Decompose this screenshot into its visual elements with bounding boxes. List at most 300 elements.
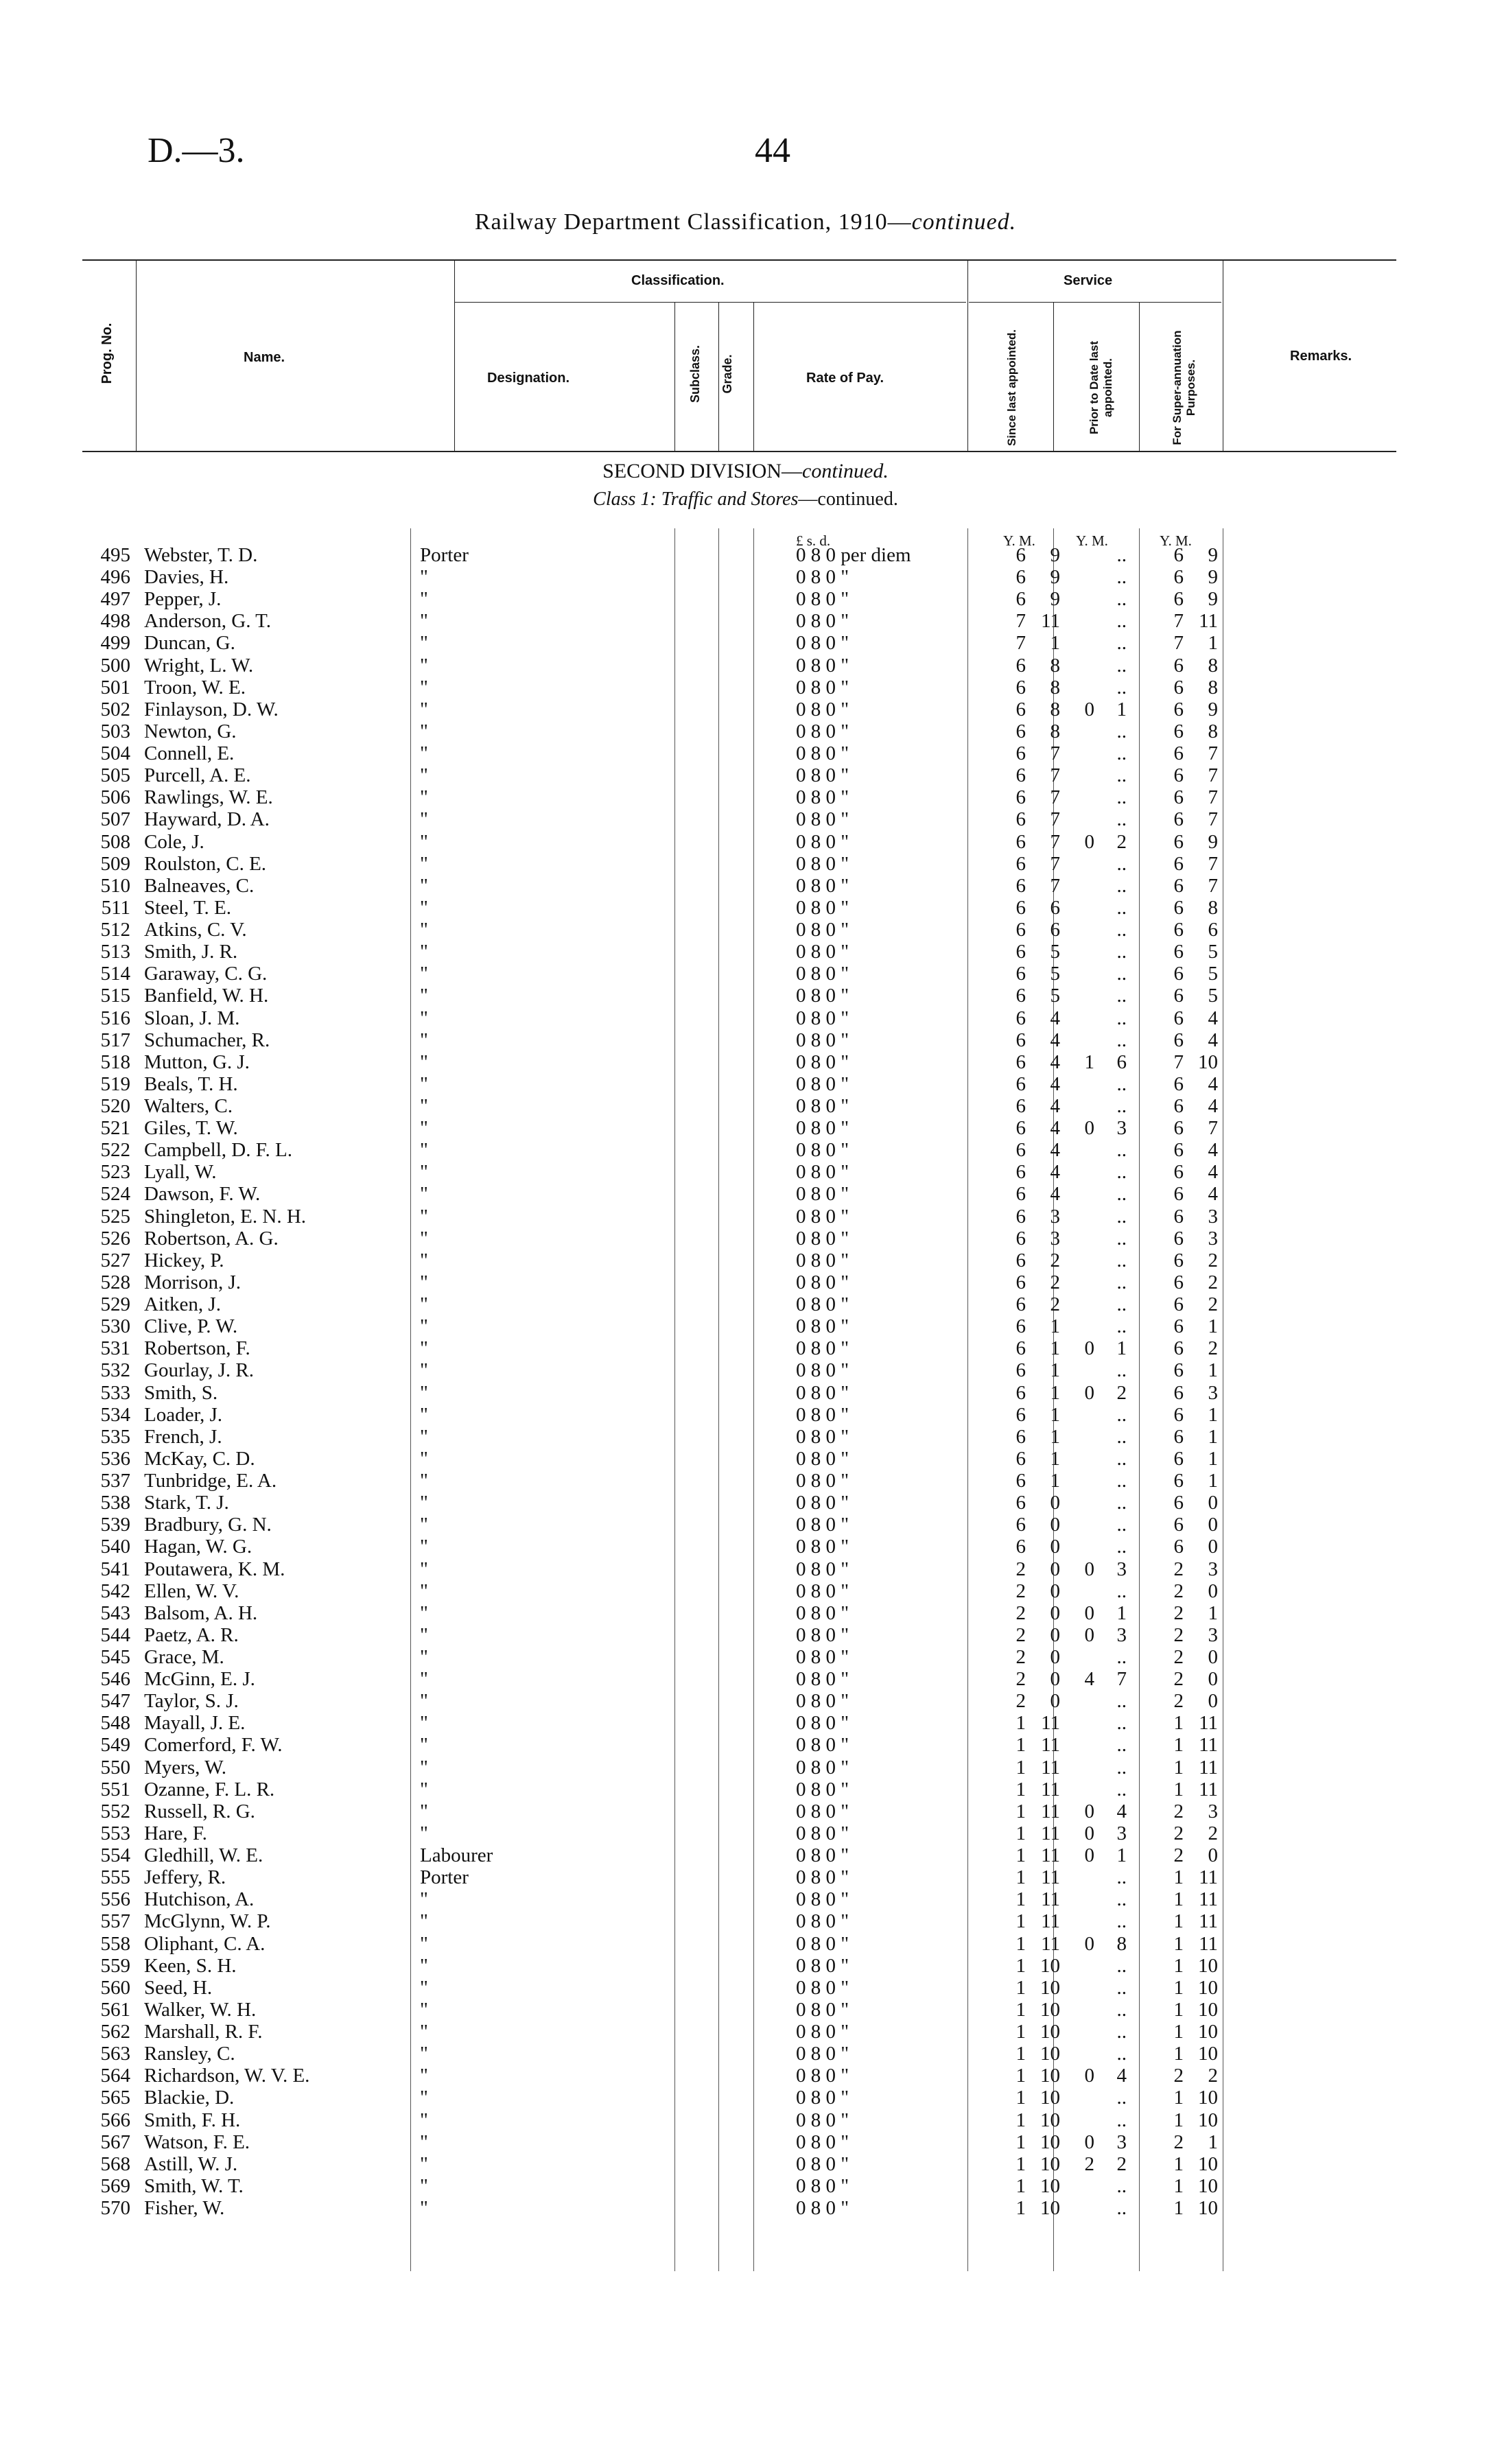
employee-name: Campbell, D. F. L. — [144, 1139, 292, 1162]
rate-of-pay: 0 8 0 " — [796, 1007, 849, 1029]
rate-of-pay: 0 8 0 " — [796, 1601, 849, 1624]
designation: " — [420, 1359, 428, 1382]
super-years: 6 — [1173, 1447, 1184, 1470]
prior-months: .. — [1116, 720, 1127, 742]
since-last-months: 11 — [1041, 1888, 1060, 1911]
prior-months: .. — [1116, 654, 1127, 677]
employee-name: Hutchison, A. — [144, 1888, 255, 1911]
prior-months: .. — [1116, 919, 1127, 941]
pay-unit-label: £ s. d. — [796, 532, 831, 549]
super-years: 1 — [1173, 1954, 1184, 1977]
employee-name: Astill, W. J. — [144, 2152, 238, 2175]
since-last-months: 0 — [1050, 1668, 1060, 1691]
super-years: 6 — [1173, 1139, 1184, 1162]
table-row — [0, 2175, 1491, 2197]
since-last-months: 9 — [1050, 588, 1060, 611]
prog-number: 534 — [100, 1403, 130, 1426]
prog-number: 517 — [100, 1029, 130, 1051]
table-row — [0, 1822, 1491, 1844]
prog-number: 502 — [100, 698, 130, 720]
rate-of-pay: 0 8 0 " — [796, 896, 849, 919]
super-years: 1 — [1173, 2087, 1184, 2109]
super-months: 1 — [1208, 1447, 1218, 1470]
super-months: 11 — [1199, 1756, 1218, 1779]
prog-number: 513 — [100, 941, 130, 963]
prior-years: 0 — [1084, 2131, 1094, 2153]
since-last-years: 2 — [1015, 1646, 1026, 1668]
employee-name: Smith, F. H. — [144, 2109, 241, 2131]
table-row — [0, 1293, 1491, 1315]
employee-name: Paetz, A. R. — [144, 1623, 239, 1646]
since-last-months: 0 — [1050, 1646, 1060, 1668]
super-months: 0 — [1208, 1690, 1218, 1713]
since-last-years: 6 — [1015, 698, 1026, 720]
designation: " — [420, 720, 428, 742]
prior-months: 8 — [1116, 1932, 1127, 1955]
document-code: D.—3. — [148, 131, 245, 170]
super-months: 11 — [1199, 1712, 1218, 1735]
prior-months: .. — [1116, 1007, 1127, 1029]
designation: " — [420, 1403, 428, 1426]
col-div-1 — [136, 259, 137, 451]
super-months: 2 — [1208, 1337, 1218, 1360]
super-months: 4 — [1208, 1072, 1218, 1095]
super-years: 6 — [1173, 1227, 1184, 1249]
designation: " — [420, 1227, 428, 1249]
since-last-years: 6 — [1015, 1161, 1026, 1184]
prog-number: 538 — [100, 1492, 130, 1514]
designation: " — [420, 1712, 428, 1735]
super-years: 6 — [1173, 1095, 1184, 1117]
designation: " — [420, 698, 428, 720]
prog-number: 554 — [100, 1844, 130, 1867]
super-years: 6 — [1173, 786, 1184, 809]
designation: " — [420, 1623, 428, 1646]
since-last-years: 1 — [1015, 1976, 1026, 1999]
employee-name: Wright, L. W. — [144, 654, 254, 677]
since-last-years: 1 — [1015, 1778, 1026, 1800]
employee-name: Sloan, J. M. — [144, 1007, 240, 1029]
header-rate-of-pay: Rate of Pay. — [806, 371, 884, 386]
rate-of-pay: 0 8 0 " — [796, 1227, 849, 1249]
super-months: 10 — [1198, 1954, 1218, 1977]
col-div-2 — [454, 259, 455, 451]
super-months: 8 — [1208, 896, 1218, 919]
prior-months: 2 — [1116, 1381, 1127, 1404]
table-row — [0, 1271, 1491, 1293]
designation: " — [420, 2152, 428, 2175]
rate-of-pay: 0 8 0 " — [796, 1183, 849, 1206]
employee-name: McGinn, E. J. — [144, 1668, 255, 1691]
table-row — [0, 1095, 1491, 1117]
since-last-months: 11 — [1041, 1734, 1060, 1757]
table-row — [0, 1161, 1491, 1183]
super-years: 1 — [1173, 1932, 1184, 1955]
super-months: 1 — [1208, 1601, 1218, 1624]
super-months: 3 — [1208, 1800, 1218, 1822]
designation: " — [420, 1558, 428, 1580]
since-last-months: 2 — [1050, 1249, 1060, 1271]
employee-name: Tunbridge, E. A. — [144, 1470, 277, 1492]
prog-number: 496 — [100, 566, 130, 589]
designation: " — [420, 963, 428, 985]
prog-number: 563 — [100, 2043, 130, 2065]
since-last-months: 1 — [1050, 1359, 1060, 1382]
subsection-traffic: Traffic and Stores — [661, 489, 799, 510]
super-months: 1 — [1208, 1315, 1218, 1338]
since-last-months: 11 — [1041, 1866, 1060, 1889]
since-last-months: 7 — [1050, 786, 1060, 809]
super-years: 1 — [1173, 1888, 1184, 1911]
designation: " — [420, 1888, 428, 1911]
employee-name: Clive, P. W. — [144, 1315, 238, 1338]
super-months: 10 — [1198, 2197, 1218, 2219]
since-last-years: 1 — [1015, 1888, 1026, 1911]
prog-number: 512 — [100, 919, 130, 941]
prior-months: .. — [1116, 1359, 1127, 1382]
super-years: 6 — [1173, 963, 1184, 985]
super-years: 6 — [1173, 1403, 1184, 1426]
prior-months: .. — [1116, 1866, 1127, 1889]
table-row — [0, 1249, 1491, 1271]
employee-name: Webster, T. D. — [144, 544, 258, 566]
super-years: 1 — [1173, 1866, 1184, 1889]
since-last-years: 1 — [1015, 1712, 1026, 1735]
rate-of-pay: 0 8 0 " — [796, 632, 849, 655]
prior-months: .. — [1116, 808, 1127, 831]
prog-number: 565 — [100, 2087, 130, 2109]
since-last-years: 6 — [1015, 808, 1026, 831]
designation: " — [420, 2131, 428, 2153]
super-months: 4 — [1208, 1029, 1218, 1051]
super-years: 6 — [1173, 1514, 1184, 1536]
designation: " — [420, 676, 428, 699]
employee-name: Jeffery, R. — [144, 1866, 226, 1889]
employee-name: Steel, T. E. — [144, 896, 231, 919]
since-last-years: 6 — [1015, 1403, 1026, 1426]
super-years: 6 — [1173, 808, 1184, 831]
prior-months: .. — [1116, 764, 1127, 787]
prior-years: 0 — [1084, 698, 1094, 720]
super-years: 6 — [1173, 1205, 1184, 1228]
table-row — [0, 2043, 1491, 2065]
since-last-years: 6 — [1015, 654, 1026, 677]
employee-name: Hickey, P. — [144, 1249, 224, 1271]
prog-number: 511 — [101, 896, 130, 919]
since-last-years: 6 — [1015, 566, 1026, 589]
since-last-years: 6 — [1015, 896, 1026, 919]
since-last-months: 7 — [1050, 742, 1060, 765]
employee-name: French, J. — [144, 1425, 222, 1448]
prog-number: 548 — [100, 1712, 130, 1735]
since-last-months: 11 — [1041, 1756, 1060, 1779]
table-row — [0, 677, 1491, 699]
prog-number: 532 — [100, 1359, 130, 1382]
prog-number: 516 — [100, 1007, 130, 1029]
since-last-months: 11 — [1041, 1844, 1060, 1867]
since-last-years: 6 — [1015, 1425, 1026, 1448]
designation: " — [420, 1601, 428, 1624]
super-months: 10 — [1198, 2174, 1218, 2197]
since-last-months: 4 — [1050, 1072, 1060, 1095]
since-last-years: 6 — [1015, 1095, 1026, 1117]
table-row — [0, 1977, 1491, 1999]
table-row — [0, 2153, 1491, 2175]
table-row — [0, 1492, 1491, 1514]
super-years: 6 — [1173, 1337, 1184, 1360]
since-last-months: 4 — [1050, 1095, 1060, 1117]
super-years: 6 — [1173, 1271, 1184, 1293]
prior-months: .. — [1116, 1690, 1127, 1713]
prog-number: 561 — [100, 1998, 130, 2021]
prog-number: 551 — [100, 1778, 130, 1800]
prior-months: .. — [1116, 1910, 1127, 1933]
prog-number: 515 — [100, 985, 130, 1007]
super-months: 0 — [1208, 1844, 1218, 1867]
class-sub-rule — [454, 302, 966, 303]
table-row — [0, 1536, 1491, 1558]
employee-name: Smith, S. — [144, 1381, 218, 1404]
since-last-years: 2 — [1015, 1690, 1026, 1713]
super-months: 7 — [1208, 786, 1218, 809]
employee-name: Morrison, J. — [144, 1271, 241, 1293]
prog-number: 541 — [100, 1558, 130, 1580]
since-last-months: 10 — [1040, 1998, 1060, 2021]
since-last-months: 10 — [1040, 2087, 1060, 2109]
rate-of-pay: 0 8 0 " — [796, 1822, 849, 1844]
employee-name: Oliphant, C. A. — [144, 1932, 266, 1955]
subsection-class: Class 1: — [593, 489, 661, 510]
rate-of-pay: 0 8 0 " — [796, 1337, 849, 1360]
designation: " — [420, 2065, 428, 2087]
since-last-years: 1 — [1015, 2021, 1026, 2043]
table-row — [0, 1955, 1491, 1977]
super-years: 6 — [1173, 919, 1184, 941]
super-years: 2 — [1173, 1646, 1184, 1668]
super-years: 2 — [1173, 1690, 1184, 1713]
prior-months: .. — [1116, 1646, 1127, 1668]
prior-months: .. — [1116, 852, 1127, 875]
designation: " — [420, 1932, 428, 1955]
since-last-months: 10 — [1040, 2021, 1060, 2043]
since-last-years: 6 — [1015, 544, 1026, 566]
super-years: 6 — [1173, 676, 1184, 699]
prior-months: .. — [1116, 1425, 1127, 1448]
table-row — [0, 1712, 1491, 1734]
since-last-months: 11 — [1041, 1712, 1060, 1735]
prior-years: 0 — [1084, 1800, 1094, 1822]
super-years: 6 — [1173, 742, 1184, 765]
prior-years: 2 — [1084, 2152, 1094, 2175]
super-months: 4 — [1208, 1095, 1218, 1117]
table-row — [0, 1051, 1491, 1073]
designation: " — [420, 1029, 428, 1051]
rate-of-pay: 0 8 0 " — [796, 874, 849, 897]
prog-number: 560 — [100, 1976, 130, 1999]
since-last-years: 6 — [1015, 1492, 1026, 1514]
rate-of-pay: 0 8 0 " — [796, 963, 849, 985]
designation: " — [420, 654, 428, 677]
since-last-months: 1 — [1050, 1470, 1060, 1492]
super-months: 7 — [1208, 874, 1218, 897]
since-last-years: 6 — [1015, 1029, 1026, 1051]
employee-name: McKay, C. D. — [144, 1447, 255, 1470]
designation: " — [420, 1800, 428, 1822]
super-months: 4 — [1208, 1007, 1218, 1029]
table-row — [0, 1888, 1491, 1910]
super-months: 7 — [1208, 764, 1218, 787]
super-years: 6 — [1173, 1183, 1184, 1206]
since-last-years: 6 — [1015, 963, 1026, 985]
super-months: 2 — [1208, 1271, 1218, 1293]
prog-number: 564 — [100, 2065, 130, 2087]
since-last-months: 0 — [1050, 1514, 1060, 1536]
prior-months: 4 — [1116, 1800, 1127, 1822]
super-months: 8 — [1208, 654, 1218, 677]
since-last-months: 7 — [1050, 874, 1060, 897]
prior-months: .. — [1116, 742, 1127, 765]
designation: " — [420, 2043, 428, 2065]
designation: Labourer — [420, 1844, 493, 1867]
rate-of-pay: 0 8 0 " — [796, 1866, 849, 1889]
super-unit-label: Y. M. — [1160, 532, 1192, 549]
prog-number: 545 — [100, 1646, 130, 1668]
since-last-years: 6 — [1015, 764, 1026, 787]
since-last-months: 5 — [1050, 941, 1060, 963]
since-last-months: 10 — [1040, 2043, 1060, 2065]
service-sub-rule — [969, 302, 1221, 303]
rate-of-pay: 0 8 0 " — [796, 1315, 849, 1338]
super-months: 2 — [1208, 2065, 1218, 2087]
prior-years: 0 — [1084, 1822, 1094, 1844]
since-last-years: 1 — [1015, 1866, 1026, 1889]
since-last-months: 9 — [1050, 566, 1060, 589]
prior-months: .. — [1116, 1293, 1127, 1316]
employee-name: McGlynn, W. P. — [144, 1910, 271, 1933]
super-years: 1 — [1173, 1712, 1184, 1735]
super-months: 11 — [1199, 1778, 1218, 1800]
rate-of-pay: 0 8 0 " — [796, 1095, 849, 1117]
super-years: 6 — [1173, 1492, 1184, 1514]
since-last-years: 6 — [1015, 830, 1026, 853]
title-main: Railway Department Classification, 1910— — [474, 209, 912, 235]
prior-years: 1 — [1084, 1051, 1094, 1073]
rate-of-pay: 0 8 0 " — [796, 1690, 849, 1713]
header-prior-to-date: Prior to Date last appointed. — [1088, 340, 1114, 435]
table-row — [0, 1228, 1491, 1249]
since-last-years: 6 — [1015, 1139, 1026, 1162]
designation: " — [420, 1425, 428, 1448]
since-last-months: 5 — [1050, 985, 1060, 1007]
employee-name: Comerford, F. W. — [144, 1734, 283, 1757]
employee-name: Myers, W. — [144, 1756, 227, 1779]
since-last-months: 7 — [1050, 830, 1060, 853]
since-last-years: 6 — [1015, 874, 1026, 897]
super-months: 7 — [1208, 852, 1218, 875]
table-row — [0, 875, 1491, 897]
section-main: SECOND DIVISION— — [602, 460, 803, 482]
since-last-months: 7 — [1050, 808, 1060, 831]
rate-of-pay: 0 8 0 " — [796, 610, 849, 633]
header-superannuation: For Super-annuation Purposes. — [1171, 330, 1197, 445]
rate-of-pay: 0 8 0 " — [796, 1514, 849, 1536]
prog-number: 555 — [100, 1866, 130, 1889]
since-last-years: 2 — [1015, 1623, 1026, 1646]
designation: " — [420, 566, 428, 589]
super-months: 10 — [1198, 2043, 1218, 2065]
super-years: 1 — [1173, 1778, 1184, 1800]
prog-number: 518 — [100, 1051, 130, 1073]
rate-of-pay: 0 8 0 " — [796, 1976, 849, 1999]
super-months: 7 — [1208, 808, 1218, 831]
prior-years: 0 — [1084, 1117, 1094, 1140]
rate-of-pay: 0 8 0 " — [796, 1888, 849, 1911]
prior-years: 0 — [1084, 1601, 1094, 1624]
rate-of-pay: 0 8 0 " — [796, 1580, 849, 1602]
employee-name: Blackie, D. — [144, 2087, 235, 2109]
super-months: 9 — [1208, 544, 1218, 566]
rate-of-pay: 0 8 0 " — [796, 2065, 849, 2087]
prog-number: 497 — [100, 588, 130, 611]
super-months: 1 — [1208, 2131, 1218, 2153]
prior-years: 0 — [1084, 1932, 1094, 1955]
section-title — [0, 460, 1491, 483]
since-last-years: 6 — [1015, 1470, 1026, 1492]
prior-months: .. — [1116, 2197, 1127, 2219]
since-last-years: 6 — [1015, 1293, 1026, 1316]
since-last-months: 3 — [1050, 1227, 1060, 1249]
employee-name: Smith, W. T. — [144, 2174, 244, 2197]
prog-number: 503 — [100, 720, 130, 742]
col-div-4 — [718, 302, 719, 451]
rate-of-pay: 0 8 0 per diem — [796, 544, 911, 566]
super-years: 1 — [1173, 2043, 1184, 2065]
prior-years: 0 — [1084, 830, 1094, 853]
table-row — [0, 764, 1491, 786]
table-row — [0, 610, 1491, 632]
since-last-years: 6 — [1015, 1447, 1026, 1470]
designation: " — [420, 1514, 428, 1536]
since-last-months: 8 — [1050, 720, 1060, 742]
employee-name: Ozanne, F. L. R. — [144, 1778, 275, 1800]
since-last-months: 4 — [1050, 1183, 1060, 1206]
prior-months: .. — [1116, 1072, 1127, 1095]
rate-of-pay: 0 8 0 " — [796, 1558, 849, 1580]
designation: " — [420, 1095, 428, 1117]
designation: " — [420, 1293, 428, 1316]
header-top-rule — [82, 259, 1396, 261]
employee-name: Newton, G. — [144, 720, 237, 742]
rate-of-pay: 0 8 0 " — [796, 1051, 849, 1073]
prior-months: 7 — [1116, 1668, 1127, 1691]
rate-of-pay: 0 8 0 " — [796, 1425, 849, 1448]
employee-name: Pepper, J. — [144, 588, 222, 611]
rate-of-pay: 0 8 0 " — [796, 941, 849, 963]
table-row — [0, 2065, 1491, 2087]
table-row — [0, 1029, 1491, 1051]
header-designation: Designation. — [487, 371, 570, 386]
table-row — [0, 1602, 1491, 1624]
since-last-months: 11 — [1041, 1778, 1060, 1800]
employee-name: Marshall, R. F. — [144, 2021, 263, 2043]
super-months: 1 — [1208, 1359, 1218, 1382]
super-years: 6 — [1173, 764, 1184, 787]
header-service: Service — [1064, 273, 1113, 288]
super-years: 2 — [1173, 1822, 1184, 1844]
since-last-months: 10 — [1040, 2131, 1060, 2153]
since-last-years: 1 — [1015, 1756, 1026, 1779]
employee-name: Robertson, F. — [144, 1337, 250, 1360]
